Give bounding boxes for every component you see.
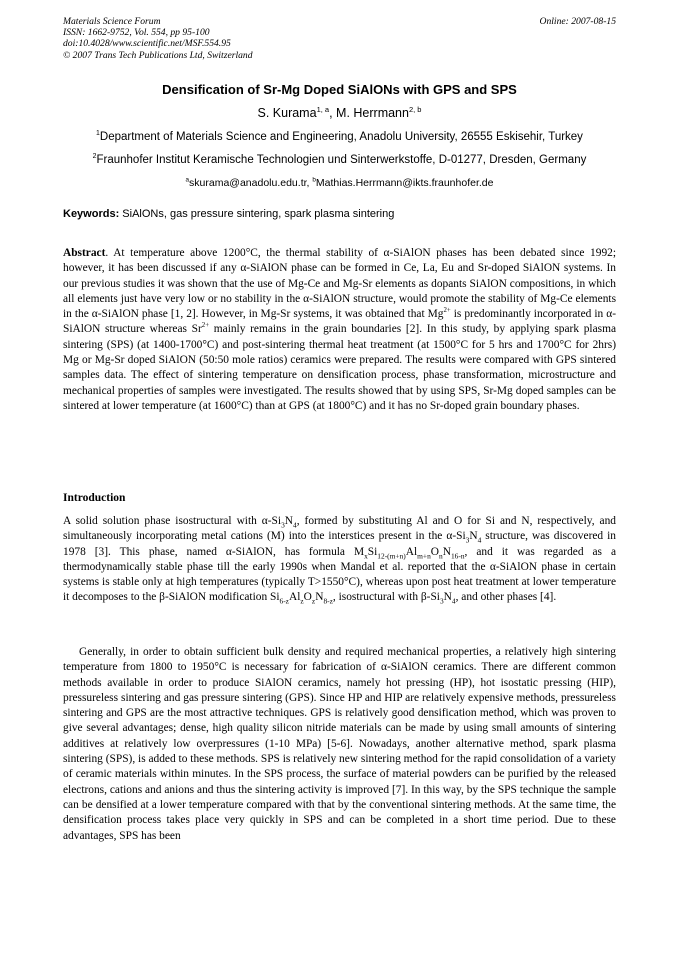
subscript: m+n bbox=[417, 550, 431, 560]
subscript: 4 bbox=[293, 520, 297, 530]
email-marker: a bbox=[185, 176, 190, 184]
online-date: Online: 2007-08-15 bbox=[539, 16, 616, 27]
affiliation-number: 1 bbox=[96, 130, 100, 138]
subscript: 8-z bbox=[323, 596, 333, 606]
affiliation bbox=[63, 153, 616, 168]
subscript: n bbox=[439, 550, 443, 560]
text-run: O bbox=[430, 545, 440, 558]
charge-superscript: 2+ bbox=[443, 307, 451, 315]
text-run: Si bbox=[367, 545, 378, 558]
text-run: N bbox=[284, 515, 293, 527]
author-separator: , bbox=[329, 106, 337, 120]
journal-header bbox=[63, 16, 616, 61]
text-run: Al bbox=[288, 591, 301, 604]
paragraph: Generally, in order to obtain sufficient bulk density and required mechanical properties, a relatively high sintering temperature from 1800 to 1950°C is necessary for fabrication of α-SiAlON ceramics. There are different common methods available in order to produce SiAlON ceramics, namely hot pressing (HP), hot isostatic pressing (HIP), pressureless sintering and gas pressure sintering (GPS). Since HP and HIP are relatively expensive methods, pressureless sintering and GPS are the most attractive techniques. GPS is relatively good densification method, which was proven to give several advantages; dense, high quality silicon nitride materials can be made by using small amounts of sintering additives at relatively low overpressures (1-10 MPa) [5-6]. Nowadays, another alternative method, spark plasma sintering (SPS), is added to these methods. SPS is relatively new sintering method for the rapid consolidation of a variety of ceramic materials within minutes. In the SPS process, the surface of material powders can be purified by the released electrons, cations and anions and thus the sintering activity is improved [7]. In this way, by the SPS technique the sample can be densified at a lower temperature compared with that by the conventional sintering methods. At the same time, the densification process takes place very quickly in SPS and can be completed in a short time period. Due to these advantages, SPS has been bbox=[63, 646, 616, 842]
text-run: Al bbox=[405, 545, 418, 558]
text-run: , formed by substituting Al and O for Si and N, respectively, and simultaneously incorporating metal cations (M) into the interstices present in the α-Si bbox=[63, 515, 616, 543]
journal-name: Materials Science Forum bbox=[63, 16, 161, 27]
author-name: S. Kurama bbox=[257, 106, 317, 120]
abstract bbox=[63, 246, 616, 414]
copyright-line: © 2007 Trans Tech Publications Ltd, Switzerland bbox=[63, 49, 253, 61]
text-run: , isostructural with β-Si bbox=[332, 591, 440, 604]
keywords-label: Keywords: bbox=[63, 208, 120, 220]
author-list bbox=[63, 105, 616, 121]
subscript: 6-z bbox=[279, 596, 289, 606]
text-run: N bbox=[443, 591, 452, 604]
subscript: 3 bbox=[281, 520, 285, 530]
subscript: z bbox=[311, 596, 316, 606]
text-run: , and other phases [4]. bbox=[455, 591, 557, 604]
email-marker: b bbox=[312, 176, 316, 184]
text-run: A solid solution phase isostructural with α-Si bbox=[63, 515, 282, 527]
author-name: M. Herrmann bbox=[336, 106, 409, 120]
text-run: , and it was regarded as a thermodynamically stable phase till the early 1990s when Mandal et al. reported that the α-SiAlON phase in certain systems is stable only at high temperatures (typically T>1550°C), whereas upon post heat treatment at lower temperature it decomposes to the β-SiAlON modification Si bbox=[63, 545, 617, 604]
subscript: 4 bbox=[477, 535, 482, 545]
affiliation bbox=[63, 130, 616, 145]
abstract-text: mainly remains in the grain boundaries [2]. In this study, by applying spark plasma sintering (SPS) (at 1400-1700°C) and post-sintering thermal heat treatment (at 1500°C for 5 hrs and 1700°C for 2hrs) Mg or Mg-Sr doped SiAlON (50:50 mole ratios) ceramics were prepared. The results were compared with GPS sintered samples data. The effect of sintering temperature on densification process, phase transformation, microstructure and mechanical properties of samples were investigated. The results showed that by using SPS, Sr-Mg doped samples can be sintered at lower temperature (at 1600°C) than at GPS (at 1800°C) and it has no Sr-doped grain boundary phases. bbox=[63, 323, 616, 412]
subscript: 12-(m+n) bbox=[377, 550, 406, 560]
paper-title: Densification of Sr-Mg Doped SiAlONs with GPS and SPS bbox=[162, 82, 517, 97]
subscript: x bbox=[364, 550, 368, 560]
doi-line: doi:10.4028/www.scientific.net/MSF.554.95 bbox=[63, 38, 231, 50]
charge-superscript: 2+ bbox=[201, 322, 210, 330]
subscript: 3 bbox=[439, 596, 444, 606]
subscript: 3 bbox=[465, 535, 470, 545]
subscript: z bbox=[300, 596, 304, 606]
email-address[interactable]: skurama@anadolu.edu.tr, bbox=[189, 177, 313, 189]
subscript: 4 bbox=[451, 596, 456, 606]
text-run: structure, was discovered in 1978 [3]. This phase, named α-SiAlON, has formula M bbox=[63, 530, 616, 558]
title-block bbox=[63, 82, 616, 190]
text-run: N bbox=[315, 591, 324, 604]
abstract-label: Abstract bbox=[63, 247, 106, 259]
paragraph bbox=[63, 514, 616, 606]
abstract-text: . At temperature above 1200°C, the thermal stability of α-SiAlON phases has been debated since 1992; however, it has been discussed if any α-SiAlON phase can be formed in Ce, La, Eu and Sr-doped SiAlON systems. In our previous studies it was shown that the use of Mg-Ce and Mg-Sr elements as dopants SiAlON compositions, in which all elements just have very low or no stability in the α-SiAlON structure, would promote the stability of Mg-Ce elements in the α-SiAlON phase [1, 2]. However, in Mg-Sr systems, it was obtained that Mg bbox=[63, 247, 616, 321]
section-heading: Introduction bbox=[63, 492, 126, 504]
issn-line: ISSN: 1662-9752, Vol. 554, pp 95-100 bbox=[63, 27, 210, 39]
author-affiliation-marker: 2, b bbox=[408, 104, 422, 114]
affiliation-text: Fraunhofer Institut Keramische Technologien und Sinterwerkstoffe, D-01277, Dresden, Germany bbox=[96, 154, 587, 166]
affiliation-text: Department of Materials Science and Engineering, Anadolu University, 26555 Eskisehir, Turkey bbox=[99, 131, 583, 143]
email-address[interactable]: Mathias.Herrmann@ikts.fraunhofer.de bbox=[315, 177, 494, 189]
text-run: N bbox=[442, 545, 451, 558]
affiliation-number: 2 bbox=[92, 153, 97, 161]
subscript: 16-n bbox=[450, 550, 465, 560]
author-emails bbox=[63, 176, 616, 190]
author-affiliation-marker: 1, a bbox=[316, 104, 330, 114]
abstract-text: is predominantly incorporated in α-SiAlON structure whereas Sr bbox=[63, 308, 616, 336]
keywords bbox=[63, 208, 616, 220]
text-run: N bbox=[469, 530, 478, 543]
keywords-text: SiAlONs, gas pressure sintering, spark plasma sintering bbox=[119, 208, 395, 220]
text-run: O bbox=[303, 591, 312, 604]
